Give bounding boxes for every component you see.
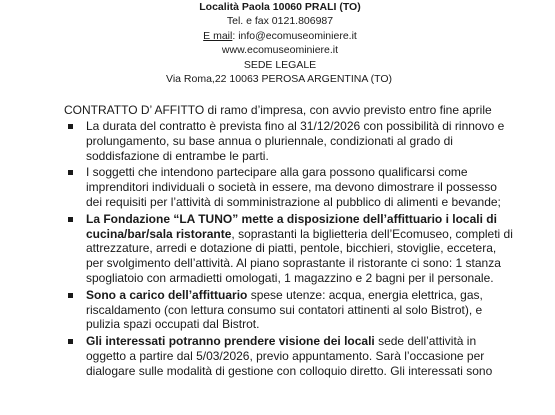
letterhead-email: [150, 29, 410, 43]
list-item: [66, 165, 516, 209]
list-item: [66, 119, 516, 163]
bullet-text-duration: La durata del contratto è prevista fino al 31/12/2026 con possibilità di rinnovo e prolungamento, su base annua o pluriennale, condizionati al grado di soddisfazione di entrambe le parti.: [86, 119, 505, 163]
letterhead-tel-fax: Tel. e fax 0121.806987: [226, 15, 334, 28]
letterhead: [150, 0, 410, 86]
bullet-bold-expenses: Sono a carico dell’affittuario: [86, 287, 248, 302]
list-item: [66, 212, 516, 286]
email-label: E mail: [203, 29, 233, 42]
bullet-text-visit: sede dell’attività in oggetto a partire dal 5/03/2026, previo appuntamento. Sarà l’occasione per dialogare sulle modalità di gestione con colloquio diretto. Gli interessati sono: [86, 334, 493, 378]
bullet-text-requirements: I soggetti che intendono partecipare alla gara possono qualificarsi come imprenditori individuali o società in essere, ma devono dimostrare il possesso dei requisiti per l’attività di somministrazione al pubblico di alimenti e bevande;: [86, 165, 501, 209]
bullet-bold-visit: Gli interessati potranno prendere visione dei locali: [86, 334, 375, 349]
letterhead-legal-address: Via Roma,22 10063 PEROSA ARGENTINA (TO): [166, 73, 393, 86]
list-item: [66, 288, 516, 332]
bullet-bold-premises: La Fondazione “LA TUNO” mette a disposizione dell’affittuario i locali di cucina/bar/sala ristorante: [86, 211, 497, 241]
list-item: [66, 334, 516, 378]
email-value[interactable]: : info@ecomuseominiere.it: [232, 29, 357, 42]
letterhead-legal-label: SEDE LEGALE: [243, 58, 317, 71]
letterhead-locality: Località Paola 10060 PRALI (TO): [199, 1, 361, 13]
letterhead-website[interactable]: www.ecomuseominiere.it: [221, 44, 339, 57]
bullet-text-premises: , soprastanti la biglietteria dell’Ecomuseo, completi di attrezzature, arredi e dotazione di piatti, pentole, bicchieri, stoviglie, eccetera, per svolgimento dell’attività. Al piano soprastante il ristorante ci sono: 1 stanza spogliatoio con armadietti omologati, 1 magazzino e 2 bagni per il personale.: [86, 226, 513, 285]
contract-intro: CONTRATTO D’ AFFITTO di ramo d’impresa, con avvio previsto entro fine aprile: [64, 103, 492, 117]
conditions-list: [66, 119, 516, 381]
bullet-text-expenses: spese utenze: acqua, energia elettrica, gas, riscaldamento (con lettura consumo sui contatori attinenti al solo Bistrot), e pulizia spazi occupati dal Bistrot.: [86, 287, 483, 332]
